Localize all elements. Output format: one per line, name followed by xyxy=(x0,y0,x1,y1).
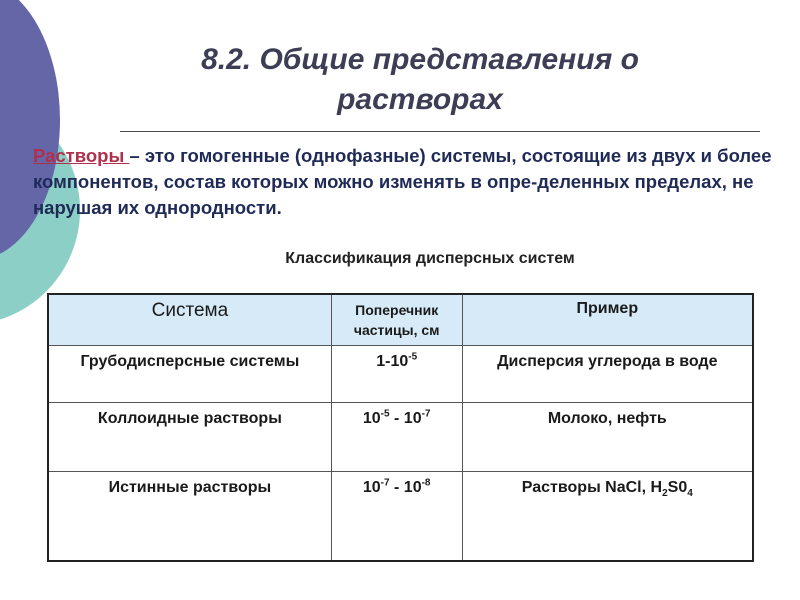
cell-system: Коллоидные растворы xyxy=(48,403,331,472)
cell-size: $1-10^{-5}$ xyxy=(331,346,462,403)
cell-size: $10^{-5} - 10^{-7}$ xyxy=(331,403,462,472)
header-system: Система xyxy=(48,294,331,346)
slide-title: 8.2. Общие представления о растворах xyxy=(201,43,639,116)
cell-example: Дисперсия углерода в воде xyxy=(462,346,753,403)
cell-system: Истинные растворы xyxy=(48,472,331,562)
cell-size: $10^{-7} - 10^{-8}$ xyxy=(331,472,462,562)
header-example: Пример xyxy=(462,294,753,346)
definition-text: – это гомогенные (однофазные) системы, состоящие из двух и более компонентов, состав которых можно изменять в опре-деленных пределах, не нарушая их однородности. xyxy=(33,145,772,218)
cell-example: Молоко, нефть xyxy=(462,403,753,472)
table-row xyxy=(48,472,753,562)
definition-paragraph xyxy=(33,143,793,221)
table-row xyxy=(48,403,753,472)
table-caption: Классификация дисперсных систем xyxy=(285,250,575,267)
table-row xyxy=(48,346,753,403)
table-header-row xyxy=(48,294,753,346)
cell-example: Растворы NaCl, $H_2S0_4$ xyxy=(462,472,753,562)
title-divider xyxy=(120,131,760,132)
header-particle-size: Поперечник частицы, см xyxy=(331,294,462,346)
definition-term: Растворы xyxy=(33,145,130,166)
cell-system: Грубодисперсные системы xyxy=(48,346,331,403)
dispersion-classification-table xyxy=(47,293,754,562)
